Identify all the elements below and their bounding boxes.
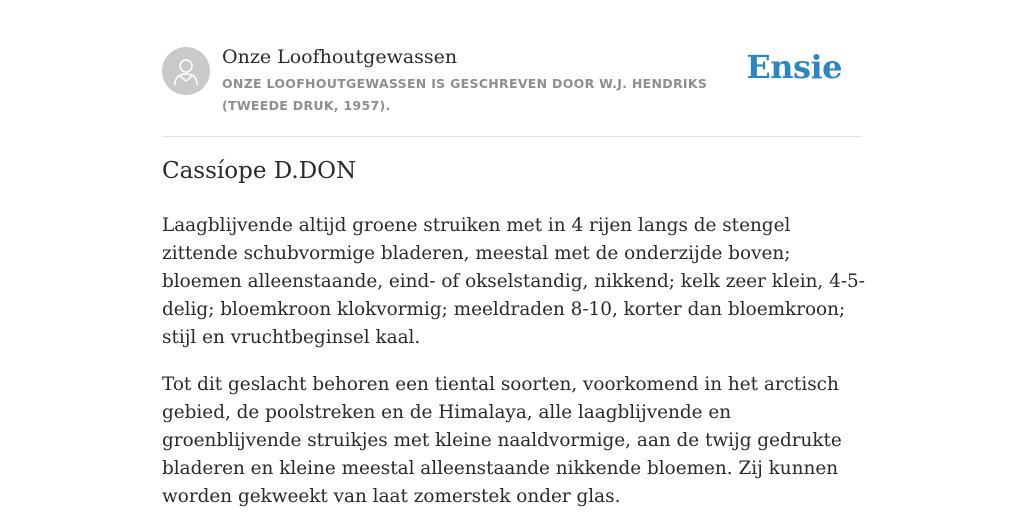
source-title[interactable]: Onze Loofhoutgewassen [222, 46, 458, 68]
article-body [162, 212, 868, 512]
user-silhouette-icon [172, 56, 200, 86]
source-header [162, 44, 862, 137]
article-paragraph: Laagblijvende altijd groene struiken met in 4 rijen langs de stengel zittende schubvormige bladeren, meestal met de onderzijde boven; bloemen alleenstaande, eind- of okselstandig, nikkend; kelk zeer klein, 4-5-delig; bloemkroon klokvormig; meeldraden 8-10, korter dan bloemkroon; stijl en vruchtbeginsel kaal. [162, 215, 865, 348]
article-paragraph: Tot dit geslacht behoren een tiental soorten, voorkomend in het arctisch gebied, de poolstreken en de Himalaya, alle laagblijvende en groenblijvende struikjes met kleine naaldvormige, aan de twijg gedrukte bladeren en kleine meestal alleenstaande nikkende bloemen. Zij kunnen worden gekweekt van laat zomerstek onder glas. [162, 374, 842, 507]
article-title: Cassíope D.DON [162, 158, 357, 184]
avatar [162, 47, 210, 95]
ensie-logo[interactable]: Ensie [746, 48, 842, 86]
source-description: ONZE LOOFHOUTGEWASSEN IS GESCHREVEN DOOR W.J. HENDRIKS (TWEEDE DRUK, 1957). [222, 76, 708, 113]
